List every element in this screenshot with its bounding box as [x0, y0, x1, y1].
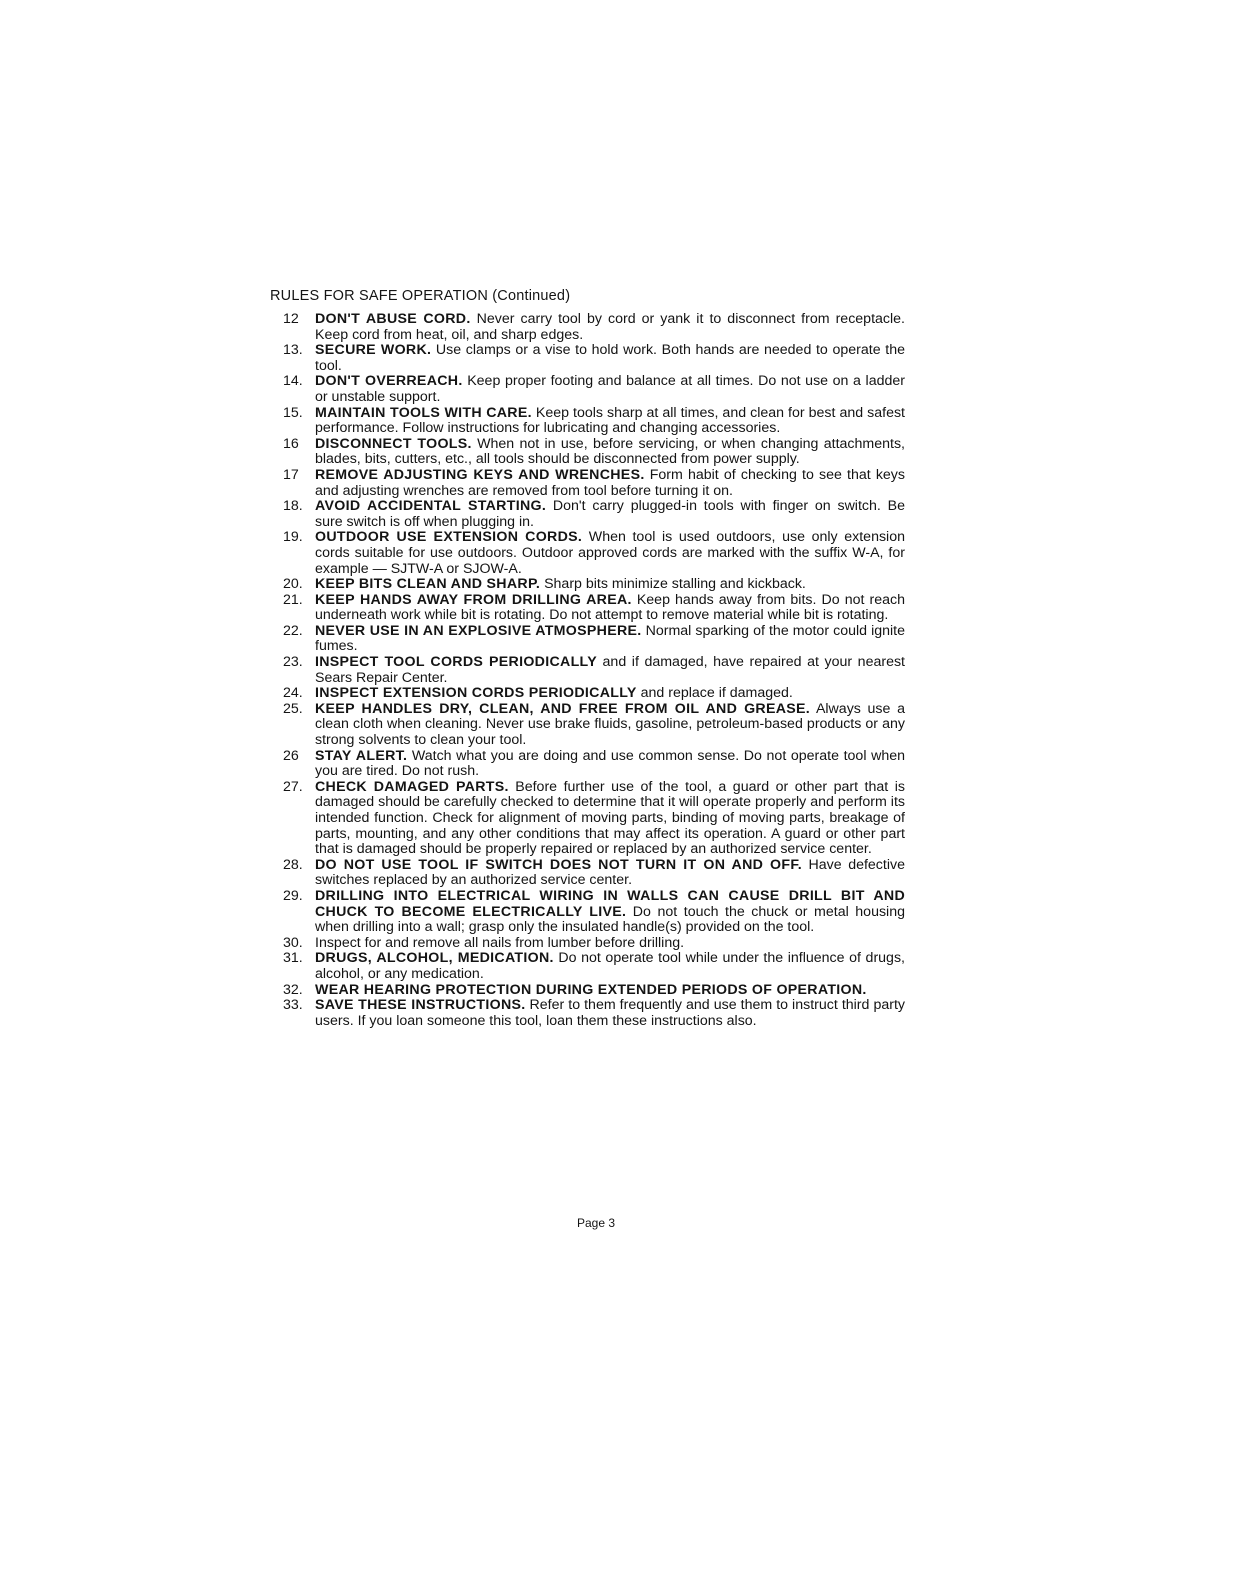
safety-rules-list	[283, 312, 905, 1029]
rule-text: When tool is used outdoors, use only extension cords suitable for use outdoors. Outdoor approved cords are marked with the suffix W-A, for example — SJTW-A or SJOW-A.	[315, 529, 905, 577]
rule-text: Keep hands away from bits. Do not reach underneath work while bit is rotating. Do not attempt to remove material while bit is rotating.	[315, 591, 905, 624]
rule-heading: SAVE THESE INSTRUCTIONS.	[315, 997, 526, 1014]
rule-text: When not in use, before servicing, or when changing attachments, blades, bits, cutters, etc., all tools should be disconnected from power supply.	[315, 435, 905, 468]
rule-heading: WEAR HEARING PROTECTION DURING EXTENDED PERIODS OF OPERATION.	[315, 981, 867, 998]
rule-item	[283, 624, 905, 655]
rule-item	[283, 780, 905, 858]
rule-heading: KEEP BITS CLEAN AND SHARP.	[315, 576, 541, 593]
rule-text: Don't carry plugged-in tools with finger on switch. Be sure switch is off when plugging in.	[315, 498, 905, 530]
rule-heading: DON'T ABUSE CORD.	[315, 311, 471, 327]
rule-item	[283, 889, 905, 936]
rule-number: 31.	[283, 950, 303, 967]
rule-item	[283, 437, 905, 468]
rule-heading: DON'T OVERREACH.	[315, 373, 463, 390]
rule-text: Never carry tool by cord or yank it to disconnect from receptacle. Keep cord from heat, oil, and sharp edges.	[315, 311, 905, 343]
rule-heading: SECURE WORK.	[315, 342, 432, 359]
rule-item	[283, 530, 905, 577]
rule-number: 21.	[283, 591, 303, 608]
rule-text: Before further use of the tool, a guard or other part that is damaged should be carefully checked to determine that it will operate properly and perform its intended function. Check for alignment of moving parts, binding of moving parts, breakage of parts, mounting, and any other conditions that may affect its operation. A guard or other part that is damaged should be properly repaired or replaced by an authorized service center.	[315, 778, 905, 858]
rule-number: 13.	[283, 342, 303, 359]
rule-number: 20.	[283, 576, 303, 593]
rule-number: 27.	[283, 778, 303, 795]
rule-number: 12	[283, 311, 299, 327]
rule-text: Keep tools sharp at all times, and clean for best and safest performance. Follow instructions for lubricating and changing accessories.	[315, 404, 905, 437]
rule-item	[283, 593, 905, 624]
rule-number: 28.	[283, 856, 303, 873]
page-number: Page 3	[577, 1216, 616, 1230]
rule-item	[283, 858, 905, 889]
rule-item	[283, 936, 905, 952]
rule-text: Do not operate tool while under the influence of drugs, alcohol, or any medication.	[315, 950, 905, 982]
rule-text: Form habit of checking to see that keys and adjusting wrenches are removed from tool before turning it on.	[315, 466, 905, 499]
rule-number: 15.	[283, 404, 303, 421]
rule-heading: CHECK DAMAGED PARTS.	[315, 778, 509, 795]
rule-number: 14.	[283, 373, 303, 390]
rule-number: 25.	[283, 700, 303, 717]
rule-heading: DO NOT USE TOOL IF SWITCH DOES NOT TURN IT ON AND OFF.	[315, 856, 802, 873]
rule-item	[283, 406, 905, 437]
rule-heading: INSPECT TOOL CORDS PERIODICALLY	[315, 654, 597, 671]
rule-text: Keep proper footing and balance at all times. Do not use on a ladder or unstable support.	[315, 373, 905, 405]
rule-number: 30.	[283, 934, 303, 951]
rule-item	[283, 686, 905, 702]
rule-heading: MAINTAIN TOOLS WITH CARE.	[315, 404, 532, 421]
rule-item	[283, 749, 905, 780]
rule-heading: DRUGS, ALCOHOL, MEDICATION.	[315, 950, 554, 967]
rule-number: 23.	[283, 654, 303, 671]
rule-heading: REMOVE ADJUSTING KEYS AND WRENCHES.	[315, 466, 645, 483]
rule-number: 29.	[283, 887, 303, 904]
rule-text: Refer to them frequently and use them to instruct third party users. If you loan someone this tool, loan them these instructions also.	[315, 997, 905, 1029]
rule-item	[283, 343, 905, 374]
rule-number: 26	[283, 747, 299, 764]
rule-heading: AVOID ACCIDENTAL STARTING.	[315, 498, 547, 515]
rule-heading: OUTDOOR USE EXTENSION CORDS.	[315, 529, 583, 546]
rule-number: 18.	[283, 498, 303, 515]
rule-text: Use clamps or a vise to hold work. Both hands are needed to operate the tool.	[315, 342, 905, 374]
rule-item	[283, 374, 905, 405]
rule-number: 33.	[283, 997, 303, 1014]
rule-text: Normal sparking of the motor could ignite fumes.	[315, 622, 906, 655]
section-title: RULES FOR SAFE OPERATION (Continued)	[270, 288, 571, 304]
rule-item	[283, 577, 905, 593]
rule-text: and replace if damaged.	[640, 685, 793, 702]
rule-item	[283, 312, 905, 343]
rule-heading: DRILLING INTO ELECTRICAL WIRING IN WALLS CAN CAUSE DRILL BIT AND CHUCK TO BECOME ELECTRICALLY LIVE.	[315, 887, 905, 920]
rule-number: 32.	[283, 981, 303, 998]
rule-number: 16	[283, 435, 299, 452]
rule-number: 19.	[283, 529, 303, 546]
rule-item	[283, 468, 905, 499]
rule-text: Do not touch the chuck or metal housing when drilling into a wall; grasp only the insulated handle(s) provided on the tool.	[315, 903, 905, 936]
rule-item	[283, 983, 905, 999]
rule-number: 24.	[283, 685, 303, 702]
rule-heading: KEEP HANDS AWAY FROM DRILLING AREA.	[315, 591, 632, 608]
rule-number: 17	[283, 466, 299, 483]
rule-heading: KEEP HANDLES DRY, CLEAN, AND FREE FROM OIL AND GREASE.	[315, 700, 811, 717]
rule-text: Always use a clean cloth when cleaning. Never use brake fluids, gasoline, petroleum-based products or any strong solvents to clean your tool.	[315, 700, 905, 749]
rule-item	[283, 499, 905, 530]
rule-item	[283, 951, 905, 982]
rule-heading: DISCONNECT TOOLS.	[315, 435, 472, 452]
rule-text: Inspect for and remove all nails from lumber before drilling.	[315, 934, 685, 951]
rule-number: 22.	[283, 622, 303, 639]
rule-item	[283, 702, 905, 749]
rule-item	[283, 998, 905, 1029]
rule-item	[283, 655, 905, 686]
rule-text: Have defective switches replaced by an authorized service center.	[315, 856, 905, 889]
rule-text: Watch what you are doing and use common sense. Do not operate tool when you are tired. Do not rush.	[315, 747, 905, 780]
rule-heading: NEVER USE IN AN EXPLOSIVE ATMOSPHERE.	[315, 622, 642, 639]
rule-text: and if damaged, have repaired at your nearest Sears Repair Center.	[315, 654, 906, 686]
rule-heading: INSPECT EXTENSION CORDS PERIODICALLY	[315, 685, 637, 702]
rule-heading: STAY ALERT.	[315, 747, 408, 764]
rule-text: Sharp bits minimize stalling and kickback.	[544, 576, 806, 593]
